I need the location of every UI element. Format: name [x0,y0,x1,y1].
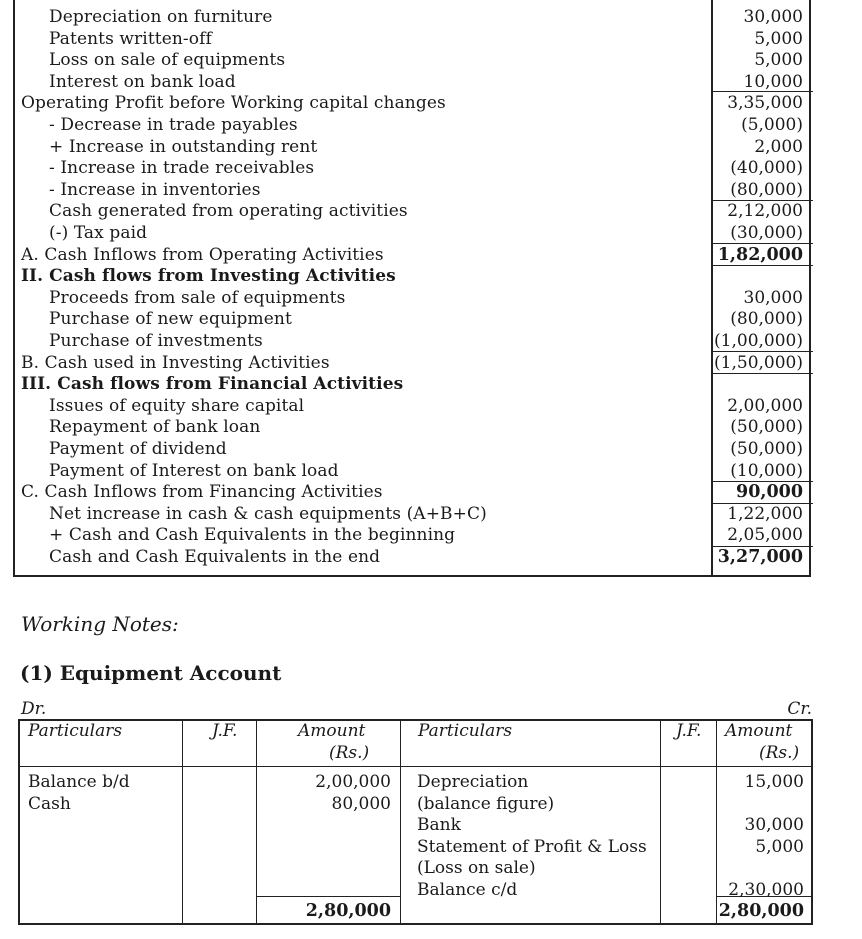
cf-row [15,417,813,439]
cf-row-label: Purchase of new equipment [49,309,292,330]
cf-row-amount: 1,82,000 [717,244,803,265]
cf-row-total [15,482,813,504]
equipment-account-title: (1) Equipment Account [20,661,282,685]
cf-row-amount: (10,000) [730,460,803,481]
cf-row [15,72,813,94]
cf-row-subtotal [15,93,813,115]
cf-row [15,461,813,483]
cf-row-amount: 2,000 [754,136,803,157]
cf-row-label: (-) Tax paid [49,223,148,243]
cash-flow-statement [13,0,811,577]
subtotal-rule [712,200,813,201]
cf-row-label: Depreciation on furniture [49,7,273,27]
header-rs-credit: (Rs.) [759,743,800,763]
cf-row [15,115,813,137]
cf-row-amount: 2,05,000 [727,525,803,546]
cf-row [15,50,813,72]
header-rule [20,766,811,767]
header-particulars-credit: Particulars [418,721,513,741]
credit-amount: 5,000 [755,836,804,857]
cf-row-amount: 3,35,000 [727,93,803,114]
header-rs-debit: (Rs.) [329,743,370,763]
cf-row-amount: 2,12,000 [727,201,803,222]
cf-row-amount: (50,000) [730,417,803,438]
cf-row-amount: (80,000) [730,179,803,200]
header-amount-debit: Amount [298,721,366,741]
cf-row [15,7,813,29]
cf-row-amount: (1,50,000) [714,352,803,373]
credit-particulars: (Loss on sale) [417,858,536,879]
credit-particulars: Statement of Profit & Loss [417,836,647,857]
cf-row-amount: (5,000) [741,115,803,135]
total-rule-debit [256,896,400,897]
subtotal-rule [712,91,813,92]
credit-amount: 2,30,000 [728,880,804,900]
cf-row-label: Cash and Cash Equivalents in the end [49,547,381,567]
cf-row [15,396,813,418]
header-jf-debit: J.F. [212,721,238,741]
credit-total: 2,80,000 [718,901,804,921]
cf-row-label: Operating Profit before Working capital changes [21,93,446,114]
credit-particulars: Bank [417,815,461,836]
cf-row [15,525,813,547]
cf-row-label: B. Cash used in Investing Activities [21,352,330,373]
debit-particulars: Balance b/d [28,772,130,792]
header-jf-credit: J.F. [676,721,702,741]
cf-row-total [15,245,813,267]
column-divider [660,721,661,923]
debit-total: 2,80,000 [305,901,391,921]
column-divider [256,721,257,923]
credit-particulars: Balance c/d [417,880,518,900]
cf-section-heading [15,266,813,288]
cf-row [15,504,813,526]
credit-label: Cr. [787,699,812,719]
header-amount-credit: Amount [725,721,793,741]
cf-section-title: II. Cash flows from Investing Activities [21,266,396,287]
debit-amount: 2,00,000 [315,772,391,792]
column-divider [182,721,183,923]
header-particulars-debit: Particulars [28,721,123,741]
cf-row-label: Interest on bank load [49,71,236,92]
credit-particulars: (balance figure) [417,793,555,814]
cf-row [15,180,813,202]
cf-row-label: - Increase in inventories [49,179,261,200]
cf-row-amount: 2,00,000 [727,395,803,416]
cf-row-label: + Cash and Cash Equivalents in the beginning [49,525,456,546]
cf-row-amount: 30,000 [743,7,803,27]
cf-row-amount: 3,27,000 [717,547,803,567]
cf-row [15,309,813,331]
cf-row [15,158,813,180]
cf-row-label: Patents written-off [49,28,212,49]
cf-row-amount: 1,22,000 [727,503,803,524]
cf-row [15,288,813,310]
cf-row [15,223,813,245]
cf-section-title: III. Cash flows from Financial Activities [21,374,404,395]
cf-row-grand-total [15,547,813,569]
subtotal-rule [712,351,813,352]
debit-label: Dr. [21,699,47,719]
credit-amount: 30,000 [744,815,804,836]
credit-particulars: Depreciation [417,772,529,792]
cf-section-heading [15,374,813,396]
cf-row [15,331,813,353]
column-divider [400,721,401,923]
cf-row-label: C. Cash Inflows from Financing Activities [21,482,383,503]
cf-row-label: Payment of dividend [49,439,227,459]
cf-row [15,201,813,223]
cf-row-label: A. Cash Inflows from Operating Activities [21,244,384,265]
cf-row [15,29,813,51]
cf-row-label: Cash generated from operating activities [49,201,408,222]
working-notes-heading: Working Notes: [21,612,179,636]
credit-amount: 15,000 [744,772,804,792]
cf-row [15,137,813,159]
cf-row-label: Purchase of investments [49,331,263,351]
cf-row [15,439,813,461]
cf-row-label: Repayment of bank loan [49,417,261,438]
cf-row-amount: 10,000 [743,71,803,92]
equipment-ledger-table [18,719,813,925]
cf-row-label: - Increase in trade receivables [49,158,315,179]
cf-row-amount: (1,00,000) [714,331,803,351]
cf-row-label: - Decrease in trade payables [49,115,298,135]
cf-row-amount: (50,000) [730,439,803,459]
cf-row-amount: 30,000 [743,287,803,308]
cf-row-amount: (80,000) [730,309,803,330]
debit-amount: 80,000 [331,793,391,814]
cf-row-amount: (40,000) [730,158,803,179]
cf-row-amount: 90,000 [736,482,803,503]
cf-row-amount: (30,000) [730,223,803,243]
cf-row-label: Loss on sale of equipments [49,50,286,71]
cf-row-label: Proceeds from sale of equipments [49,287,346,308]
cf-row-amount: 5,000 [754,50,803,71]
cf-row-label: Net increase in cash & cash equipments (A+B+C) [49,503,487,524]
cf-row-label: Payment of Interest on bank load [49,460,339,481]
cf-row-label: Issues of equity share capital [49,395,305,416]
debit-particulars: Cash [28,793,71,814]
cf-row-amount: 5,000 [754,28,803,49]
column-divider [716,721,717,923]
cf-row-total [15,353,813,375]
cf-row-label: + Increase in outstanding rent [49,136,318,157]
